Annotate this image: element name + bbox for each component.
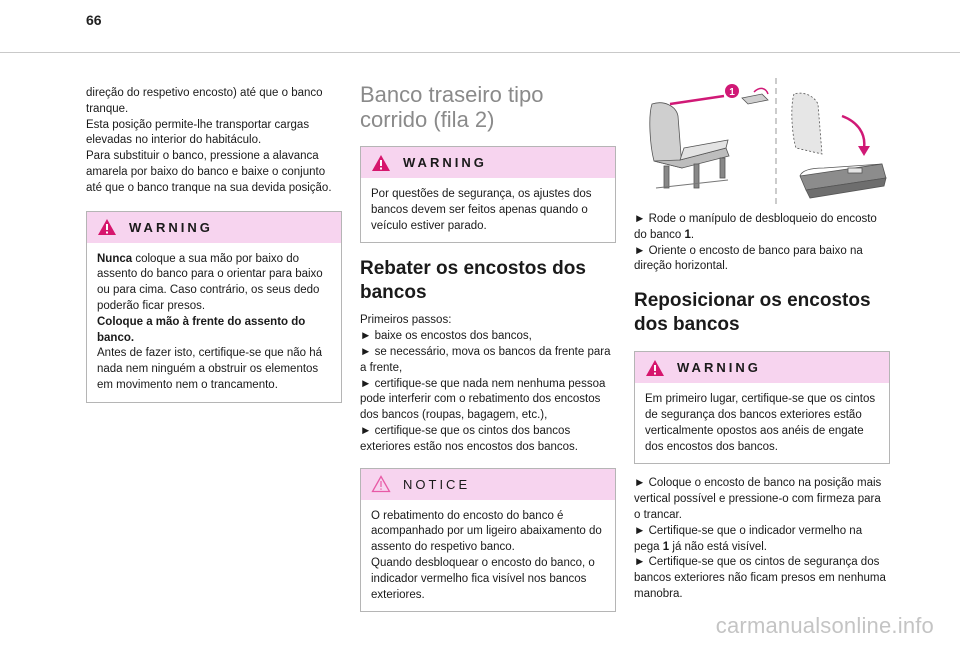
notice-icon [371, 475, 391, 493]
callout-number: 1 [729, 87, 735, 98]
notice-body [361, 500, 615, 612]
warning-title: WARNING [677, 360, 761, 376]
warning-header [361, 147, 615, 178]
warning-text: coloque a sua mão por baixo do assento do banco para o orientar para baixo ou para cima. Caso contrário, os seus dedo poderão ficar presos. [97, 252, 323, 312]
seat-upright-drawing [650, 103, 729, 188]
seat-folded-drawing [792, 93, 886, 198]
warning-emphasis: Nunca [97, 252, 133, 265]
warning-body: Em primeiro lugar, certifique-se que os cintos de segurança dos bancos exteriores estão verticalmente opostos aos anéis de engate dos encostos dos bancos. [645, 393, 876, 453]
notice-header [361, 469, 615, 500]
warning-body [87, 243, 341, 402]
step-item: ► certifique-se que nada nem nenhuma pessoa pode interferir com o rebatimento dos encostos dos bancos (roupas, bagagem, etc.), [360, 377, 606, 422]
page-number: 66 [86, 12, 102, 28]
notice-paragraph-1: O rebatimento do encosto do banco é acompanhado por um ligeiro abaixamento do assento do respetivo banco. [371, 509, 602, 554]
step-text: ► Rode o manípulo de desbloqueio do encosto do banco [634, 213, 877, 241]
intro-paragraph-2: Esta posição permite-lhe transportar cargas elevadas no interior do habitáculo. [86, 118, 310, 147]
warning-emphasis: Coloque a mão à frente do assento do banco. [97, 315, 306, 344]
warning-body: Por questões de segurança, os ajustes dos bancos devem ser feitos apenas quando o veículo estiver parado. [371, 188, 592, 232]
warning-paragraph-3: Antes de fazer isto, certifique-se que não há nada nem ninguém a obstruir os elementos em movimento nem o trancamento. [97, 347, 323, 391]
warning-icon [371, 154, 391, 172]
pointer-arrow [670, 96, 724, 104]
right-column [634, 212, 890, 603]
step-item: ► Oriente o encosto de banco para baixo na direção horizontal. [634, 244, 863, 273]
warning-title: WARNING [403, 155, 487, 170]
step-text: . [690, 228, 695, 241]
warning-header [635, 352, 889, 383]
step-text: já não está visível. [669, 540, 767, 553]
intro-paragraph-3: Para substituir o banco, pressione a alavanca amarela por baixo do banco e baixe o conjunto até que o banco tranque na sua devida posição. [86, 150, 332, 194]
warning-title: WARNING [129, 219, 213, 235]
step-item: ► Coloque o encosto de banco na posição mais vertical possível e pressione-o com firmeza para o trancar. [634, 477, 882, 521]
fold-arrow-head [858, 146, 870, 156]
step-item: ► baixe os encostos dos bancos, [360, 330, 532, 343]
middle-column [360, 82, 616, 612]
step-item: ► se necessário, mova os bancos da frente para a frente, [360, 345, 611, 374]
step-item: ► Certifique-se que os cintos de segurança dos bancos exteriores não ficam presos em nenhuma manobra. [634, 556, 886, 600]
step-emphasis: 1 [684, 228, 691, 241]
left-column [86, 86, 342, 403]
notice-paragraph-2: Quando desbloquear o encosto do banco, o indicador vermelho fica visível nos bancos exteriores. [371, 556, 595, 601]
warning-icon [97, 218, 117, 236]
warning-box-left [86, 211, 342, 403]
step-item [634, 212, 890, 244]
step-emphasis: 1 [662, 540, 670, 553]
steps-list [634, 476, 890, 602]
warning-box-middle [360, 146, 616, 243]
warning-box-right [634, 351, 890, 464]
intro-paragraph-1: direção do respetivo encosto) até que o banco tranque. [86, 87, 323, 115]
header-divider [0, 52, 960, 53]
step-text: ► Certifique-se que o indicador vermelho na pega [634, 524, 863, 553]
notice-title: NOTICE [403, 476, 471, 492]
subsection-title: Reposicionar os encostos dos bancos [634, 290, 871, 336]
warning-header [87, 212, 341, 243]
fold-direction-arrow [842, 116, 864, 148]
handle-detail-drawing [742, 88, 768, 104]
notice-box [360, 468, 616, 613]
watermark: carmanualsonline.info [715, 613, 934, 638]
subsection-title: Rebater os encostos dos bancos [360, 258, 586, 304]
seat-folding-illustration [634, 76, 890, 206]
first-steps-label: Primeiros passos: [360, 314, 452, 327]
warning-paragraph-1 [97, 252, 331, 315]
warning-icon [645, 359, 665, 377]
step-item [634, 524, 890, 556]
step-item: ► certifique-se que os cintos dos bancos exteriores estão nos encostos dos bancos. [360, 424, 578, 453]
warning-paragraph-2 [97, 315, 331, 347]
section-title: Banco traseiro tipo corrido (fila 2) [360, 82, 544, 132]
